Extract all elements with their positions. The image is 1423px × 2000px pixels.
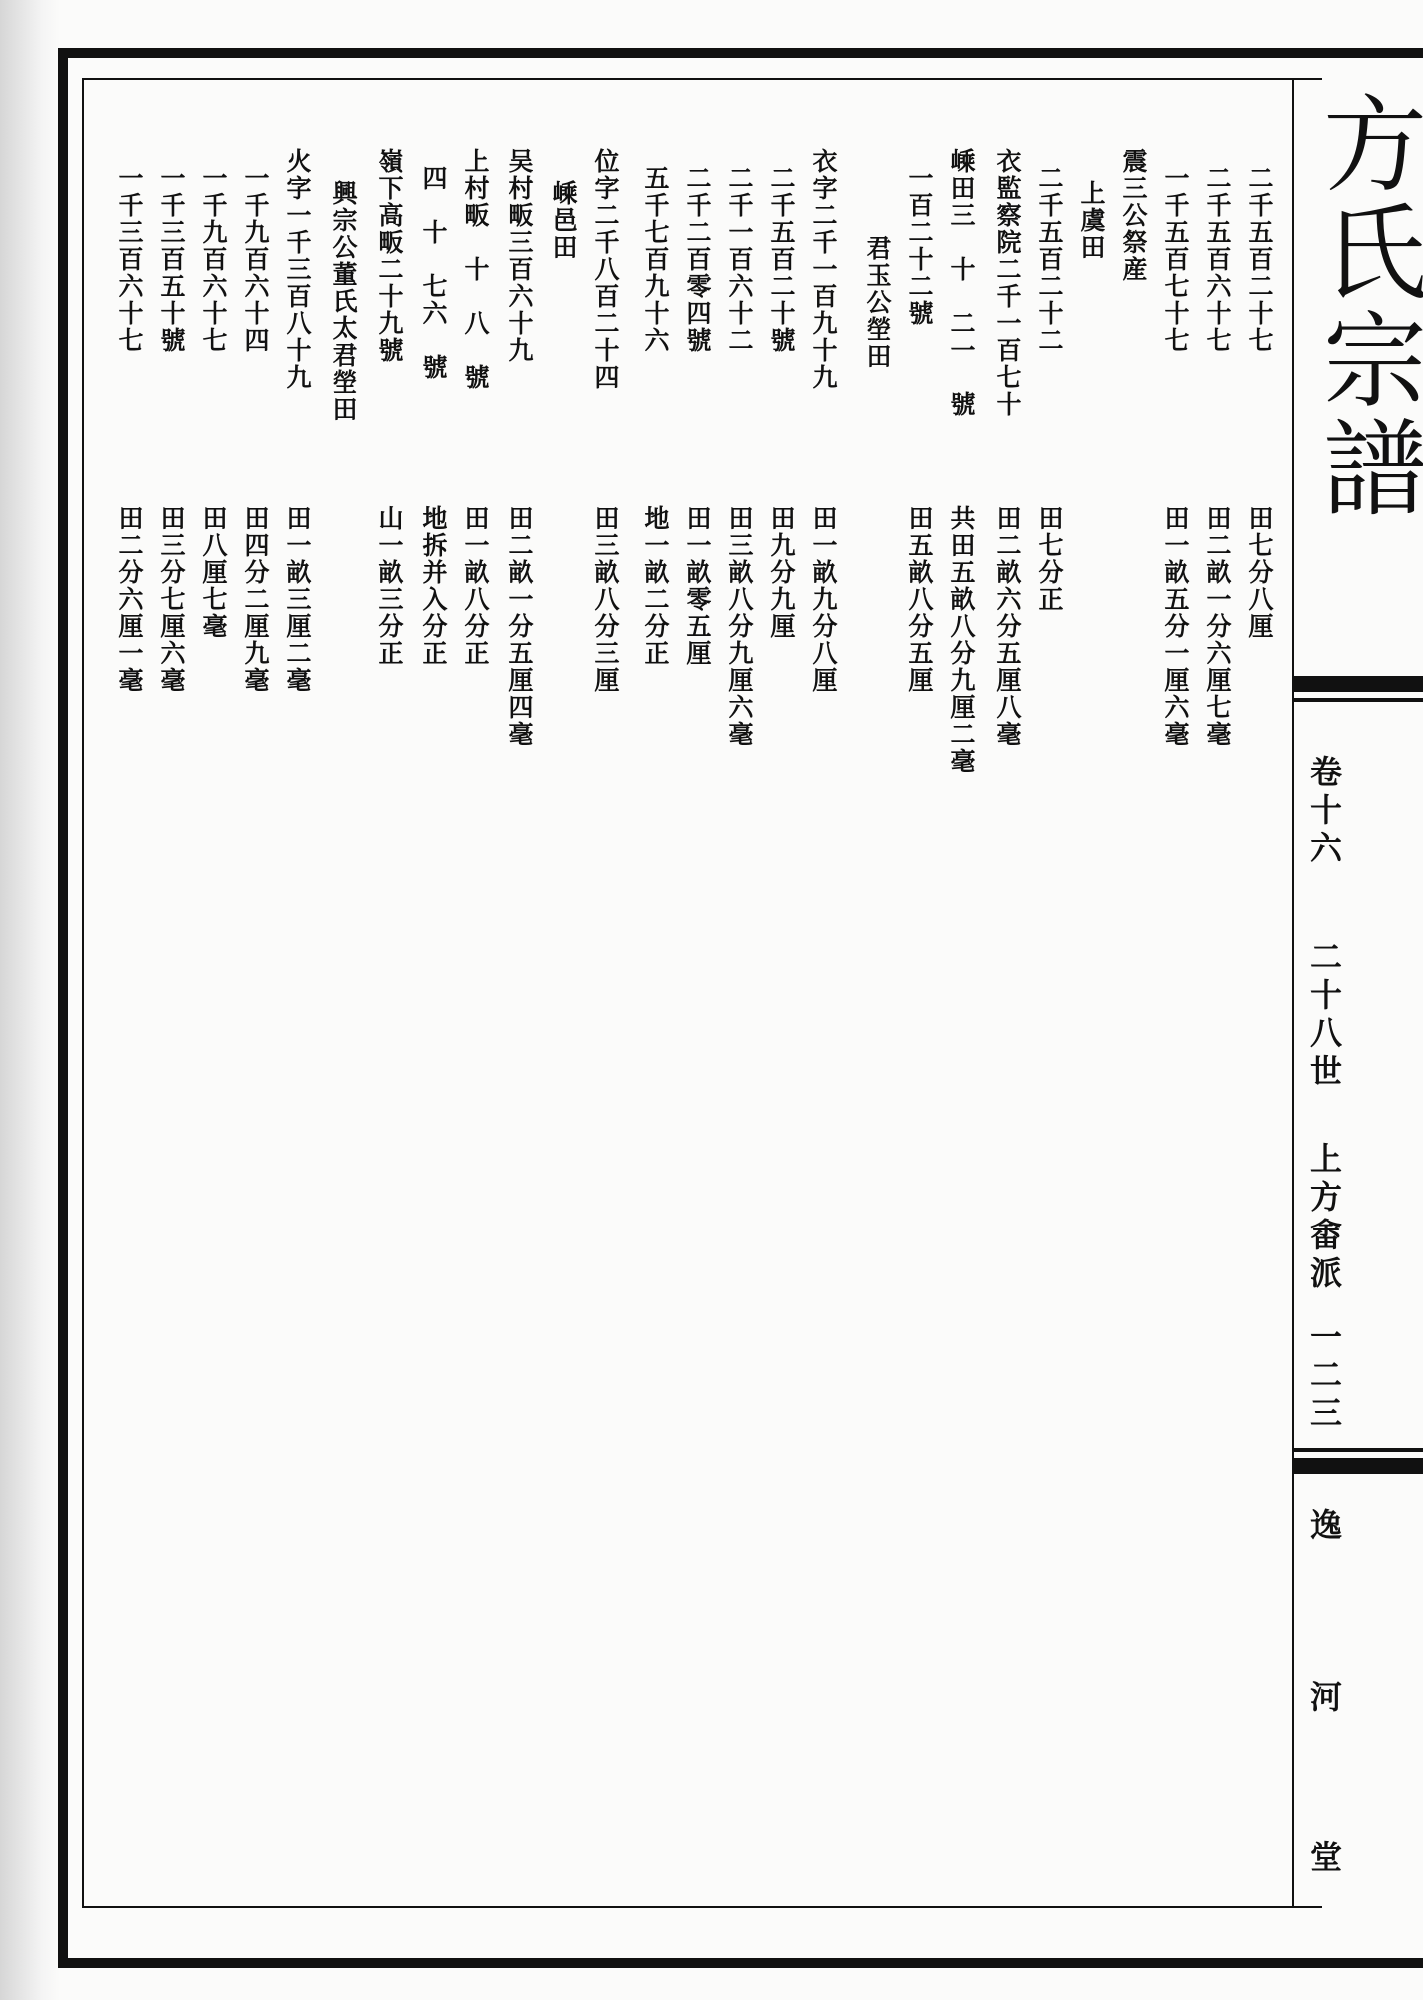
hall-char: 逸 <box>1305 1508 1343 1546</box>
ornament-bar <box>1294 698 1423 702</box>
genealogy-title: 方氏宗譜 <box>1307 90 1422 522</box>
ornament-bar <box>1294 1458 1423 1474</box>
volume-label: 卷十六 <box>1305 755 1343 869</box>
hall-char: 堂 <box>1305 1840 1343 1878</box>
page-number: 一二三 <box>1305 1320 1343 1434</box>
branch-label: 上方畬派 <box>1305 1142 1343 1294</box>
page-gutter-shade <box>0 0 60 2000</box>
hall-char: 河 <box>1305 1680 1343 1718</box>
header-divider <box>1292 78 1294 1908</box>
ornament-bar <box>1294 1448 1423 1452</box>
ornament-bar <box>1294 676 1423 692</box>
generation-label: 二十八世 <box>1305 940 1343 1092</box>
